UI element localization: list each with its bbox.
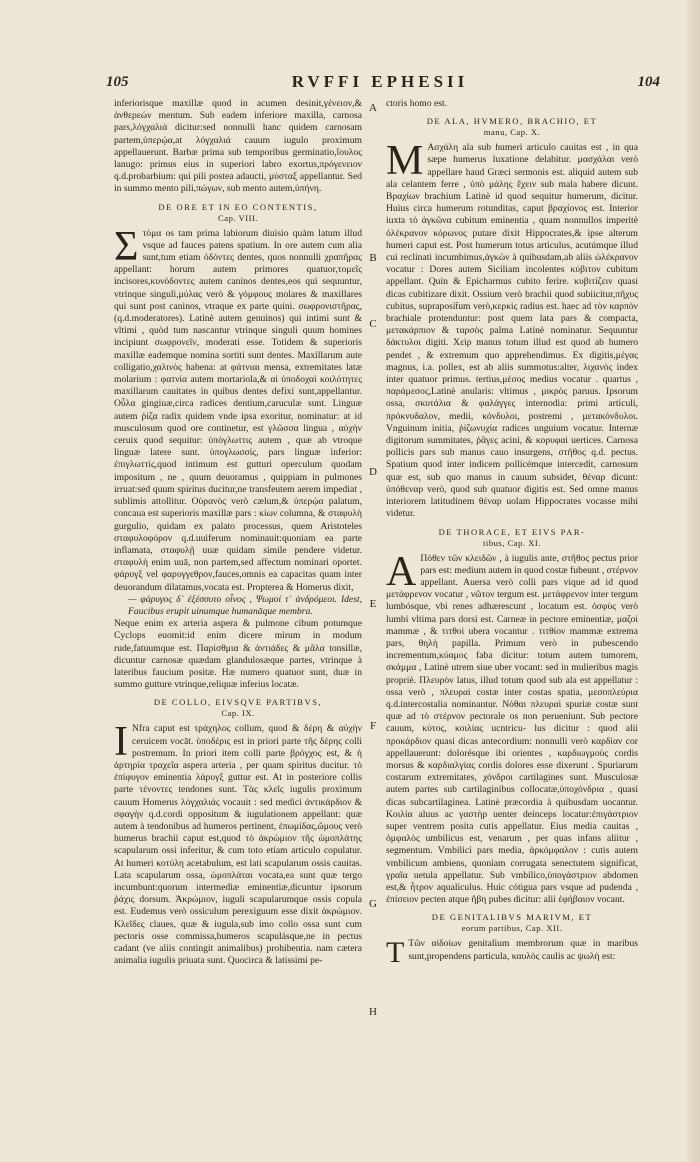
running-title: RVFFI EPHESII bbox=[291, 72, 469, 91]
chapter-12-cap: Cap. XII. bbox=[525, 923, 563, 934]
drop-cap-sigma: Σ bbox=[114, 223, 139, 270]
gutter-letter-f: F bbox=[369, 720, 377, 732]
right-column bbox=[386, 98, 638, 970]
gutter-letter-d: D bbox=[369, 466, 377, 478]
drop-cap-m: M bbox=[386, 138, 424, 185]
drop-cap-i: I bbox=[114, 719, 128, 766]
chapter-9-heading bbox=[114, 697, 362, 719]
chapter-10-title: DE ALA, HVMERO, BRACHIO, ET bbox=[426, 116, 598, 127]
left-column bbox=[114, 98, 362, 967]
right-intro-paragraph: ctoris homo est. bbox=[386, 98, 448, 109]
chapter-12-text: Τῶν αἰδοίων genitalium membrorum quæ in maribus sunt,propendens particula, καυλὸς caulis ac ψωλὴ est: bbox=[408, 938, 638, 962]
chapter-12-heading bbox=[386, 912, 638, 934]
chapter-9-cap: Cap. IX. bbox=[221, 708, 255, 719]
gutter-letter-g: G bbox=[369, 898, 377, 910]
homer-verse: — φάρυγος δ᾽ ἐξέσσυτο οἶνος , Ψωμοί τ᾽ ἀνδρόμεοι. Idest, Faucibus erupit uinumque humanāque membra. bbox=[128, 593, 362, 617]
chapter-11-title-cont: tibus, bbox=[483, 537, 505, 548]
chapter-8-text: τόμα os tam prima labiorum diuisio quàm latum illud vsque ad fauces patens spatium. In ore autem cum alia sunt,tum etiam ὀδόντες dentes, quos nonnulli χραπῆρας appellant: horum autem primores quatuor,τομεῖς incisores,κυνόδοντες autem caninos dentes,eos qui sequuntur, vtrinque singuli,μύλας verò & γόμφους molares & maxillares qui sunt post caninos, vtraque ex parte quini. σωφρονιστῆρας,(q.d.moderatores). Latinè autem genuinos) qui intimi sunt & vltimi , quòd tum nascantur vtrinque singuli quum homines incipiunt σωφρονεῖν, moderati esse. Totidem & superioris maxillæ eademque nomina sortiti sunt dentes. Maxillarum aute colligatio,χαλινὸς habena: at φάτνιαι mensa, extremitates latæ molarium : φατνία autem mortariola,& αἱ ὑποδοχαὶ κοιλότητες maxillarum cauitates in quibus dentes defixi sunt,appellantur. Οὖλα gingiuæ,circa radices dentium,caruculæ sunt. Linguæ autem ῥίζα radix quidem vnde ipsa exoritur, nominatur: at id musculosum quod ore continetur, est γλῶσσα lingua , αὐχὴν ceruix quod sequitur: ὑπόγλωττις autem , quæ ab vtroque linguæ latere sunt. ὑπογλωσσίς, pars linguæ inferior: ἐπιγλωττίς,quod intimum est gutturi operculum quodam impositum , ne , quum deuoramus , quippiam in pulmones irruat:sed quum spiritus ducitur,ne transfeutem aerem impediat , sublimis attollitur. Οὐρανὸς verò cælum,& ὑπερῴα palatum, concaua est superioris maxillæ pars : κίων columna, & σταφυλὴ gurgulio, quidam ex palato processus, quem Aristoteles σταφυλοφόρον q.d.uuiferum nominauit:quoniam ea parte inflamata, σταφυλῇ uuæ quidam simile pendere videtur. σταφυλὴ enim uuā, non partem,sed affectum nominari oportet. φάρυγξ vel φαρυγγεθρον,fauces,omnis ea capacitas quam inter deuorandum dilatamus,vocata est. Propterea & Homerus dixit, bbox=[114, 227, 362, 593]
chapter-12-paragraph bbox=[386, 936, 638, 970]
gutter-letter-h: H bbox=[369, 1006, 377, 1018]
chapter-11-heading bbox=[386, 527, 638, 549]
chapter-11-title: DE THORACE, ET EIVS PAR- bbox=[438, 526, 586, 537]
chapter-10-text: Ασχάλη ala sub humeri articulo cauitas est , in qua sæpe humerus luxatione delabitur. μασχάλαι verò appellare haud Græci sermonis est. aliquid autem sub ala celantem ferre , ὑπὸ μάλης ἔχειν sub mala habere dicunt. Βραχίων brachium Latinè id quod sequitur humerum, dicitur. Huius circa humerum rotunditas, caput βραχίονος est. Interior iuxta τὸ ἀγκῶνα cubitum eminentia , quam nonnullos imperitè ὀλέκρανον κόρωνος putare dixit Hippocrates,& ipse alterum humeri caput est. Post humerum totus articulus, acutúmque illud cui reclinati incumbimus,ἀγκὼν à quibusdam,ab aliis ὠλέκρανον vocatur : Dores autem Siciliam incolentes κύβιτον cubitum appellant. Quin & Epicharmus cubito ferire. κυβιτίζειν quasi dicas cubitizare dixit. Ossium verò brachii quod subiicitur,πῆχυς cubitus, supraposit̄um verò,κερκὶς radius est. haec ad τὸν καρπὸν brachiale protenduntur: post quem lata pars & compacta, μετακάρπιον & ταρσὸς palma Latinè nominatur. Sequuntur δάκτυλοι digiti. Χεὶρ manus totum illud est quod ab humero pendet , & extremum quo apprehendimus. Ex digitis,μέγας magnus, i.a. pollex, est ab aliis summotus:alter, λιχανὸς index inter quatuor primus. tertius,μέσος medius vocatur . quartus , παράμεσος,Latinè anularis: vltimus , μικρὸς paruus. Ipsorum ossa, σκυτάλια & φαλάγγες internodia: primi articuli, πρόκνυδαλον, medii, κόνδυλοι, postremi , μετακόνδυλοι. Vnguinum initia, ῥίζωνυχία radices unguium vocatur. Internæ digitorum summitates, ῥᾶγες acini, & κορυφαὶ uertices. Carnosa pollicis pars sub manus cauo insurgens, στῆθος q.d. pectus. Spatium quod inter indicem pollicémque intercedit, carnosum quæ est, sub quo manus in cauum subsidet, θέναρ dicunt: ὑπόθεναρ verò, quod sub quatuor digitis est. Sed omne manus interiorem latitudinem θέναρ uolam Hippocrates vocasse mihi videtur. bbox=[386, 142, 638, 520]
drop-cap-t: T bbox=[386, 936, 405, 970]
chapter-8-title: DE ORE ET IN EO CONTENTIS, bbox=[158, 201, 318, 212]
chapter-9-text: Nfra caput est τράχηλος collum, quod & δέρη & αὐχὴν ceruicem vocāt. ὑποδέρις est in priori parte τῆς δέρης colli postremum. In priori item colli parte βρόγχος est, & ἡ ἀρτηρία τραχεῖα aspera arteria , per quam spiritus ducitur. τὸ ἐπίφυγον eminentia λάρυγξ guttur est. At in posteriore collis parte τένοντες tendones sunt. Τὰς κλεῖς iugulis proximum cauum Homerus λόγχαλιάς vocauit : sed medici ἀντικάρδιον & σφαγὴν q.d.cordi oppositum & iugulationem appellant: quæ autem à tendonibus ad humeros pertinent, ἐπωμίδας,ὤμους verò humerus brachii caput est,quod τὸ ἀκρώμιον τῆς ὠμοπλάτης scapularum ossi inferitur, & cum toto etiam articulo copulatur. At humeri κοτύλη acetabulum, est lati scapularum ossis cauitas. Lata scapularum ossa, ὠμοπλάται vocata,ea sunt quæ tergo incumbunt:quorum intermediæ eminentiæ,dicuntur ipsorum ῥάχις dorsum. Ἀκρώμιον, iuguli scapularumque ossis copula est. Eudemus verò ossiculum perexiguum esse dixit ἀκρώμιον. Κλεῖδες claues, quæ & iugula,sub imo collo ossa sunt cum pectoris osse commissa,humeros scapulásque,ne in pectus cadant (ve aliis contingit animalibus) prohibentia. nam cætera animalia iugulis priuata sunt. Quocirca & latissimi pe- bbox=[114, 723, 362, 967]
gutter-letter-e: E bbox=[369, 598, 377, 610]
chapter-9-title: DE COLLO, EIVSQVE PARTIBVS, bbox=[153, 697, 323, 708]
page-header bbox=[100, 74, 660, 98]
gutter-letter-b: B bbox=[369, 252, 377, 264]
chapter-11-text: Πόθεν τῶν κλειδῶν , à iugulis ante, στῆθος pectus prior pars est: medium autem in quod costæ fubeunt , στέρνον appellant. Auersa verò colli pars vique ad id quod μετάφρενον vocatur , νῶτον tergum est. μετάφρενον inter tergum lumbósque, vbi renes adhærescunt , locatum est. ὀσφὺς verò lumbi vltima pars dorsi est. Carneæ in pectore eminentiæ, μαζοὶ mammæ , & τιτθοὶ ubera vocantur . τιτθίον mammæ extrema pars, θηλὴ papilla. Primum verò in pubescendo incrementum,κύαμος faba dicitur: totum autem tumorem, σκάμμα , Latinè utrem siue uber vocant: sed in mulieribus magis propriè. Πλευρὸν latus, illud totum quod sub ala est appellatur : ossa verò , πλευραὶ costæ inter costas spatia, μεσοπλεύρια q.d.intercostalia nominantur. Νόθαι πλευραὶ spuriæ costæ sunt quæ ad τὸ στέρνον pectorale os non perueniunt. Sub pectore cauum, κύτος, κοιλίας ucntricu- lus dicitur : quod alii προκάρδιον quasi dicas antecordium: nonnulli verò καρδίαν cor appellauerunt: dolorésque ibi orientes , καρδιωγμοὺς cordis morsus & καρδιαλγίας cordis dolores esse dixerunt . Spuriarum costarum extremitates, χόνδροι cartilagines sunt. Musculosæ autem partes sub cartilaginibus collocatæ,ὑποχόνδρια , quasi dicas subcartilaginea. Latinè præcordia à quibusdam uocantur. Κοιλία aluus ac γαστὴρ uenter deinceps locatur:ἐπιγάστριον super ventrem posita cutis appellatur. Eius media cauitas , ὀμφαλὸς umbilicus est, venarum , per quas infans aliitur , segmentum. Vmbilici pars media, ἀρκόμφαλον : cutis autem vmbilicum ambiens, quoniam corrugata senectutem significat, γραῖα uetula appellatur. Sub vmbilico,ὑπογάστριον abdomen est,& ἦτρον aqualiculus. Huic cótigua pars vsque ad pudenda , ἐπίσειον pecten atque ἥβη pubes dicitur: alii ἐφήβαιον vocant. bbox=[386, 552, 638, 906]
page-edge-shadow bbox=[686, 0, 700, 1162]
chapter-9-paragraph bbox=[114, 719, 362, 967]
drop-cap-a: A bbox=[386, 548, 417, 595]
page-number-left: 105 bbox=[106, 74, 129, 90]
chapter-8-cap: Cap. VIII. bbox=[218, 212, 258, 223]
chapter-10-paragraph bbox=[386, 138, 638, 520]
chapter-8-paragraph bbox=[114, 223, 362, 594]
left-intro-paragraph: inferiorisque maxillæ quod in acumen desinit,γένειον,& ἀνθερεών mentum. Sub eadem inferiore maxilla, carnosa pars,λόγχαλιά dicitur:sed nonnulli hanc quidem carnosam partem,ὑπερῴα,at λόγχαλιά cauum iugulo proximum appellauerunt. Barbæ prima sub temporibus germinatio,ἴουλος lanugo: primus eius in superiori labro exortus,πρόγενειον q.d.probarbium: qui pili postea adaucti, μύσταξ appellantur. Sed in summo mento pili,πώγων, sub mento autem,ὑπήνη. bbox=[114, 98, 362, 195]
gutter-letter-a: A bbox=[369, 102, 377, 114]
chapter-10-cap: Cap. X. bbox=[510, 127, 541, 138]
page-number-right: 104 bbox=[637, 74, 660, 90]
chapter-8-text-continued: Neque enim ex arteria aspera & pulmone cibum potumque Cyclops euomit:id enim dicere mirum in modum rude,fatuumque est. Παρίσθμια & ἀντιάδες & μᾶλα tonsillæ, dicuntur carnosæ quædam glandulosæque partes, vtrinque à lateribus faucium positæ. Hæ numero quatuor sunt, duæ in summo gutture vtrinque,reliquæ inferius locatæ. bbox=[114, 618, 362, 691]
gutter-letter-c: C bbox=[369, 318, 377, 330]
chapter-12-title-cont: eorum partibus, bbox=[461, 923, 524, 934]
chapter-8-heading bbox=[114, 202, 362, 224]
chapter-11-paragraph bbox=[386, 548, 638, 907]
chapter-12-title: DE GENITALIBVS MARIVM, ET bbox=[431, 912, 593, 923]
chapter-10-heading bbox=[386, 116, 638, 138]
chapter-10-title-cont: manu, bbox=[483, 127, 508, 138]
chapter-11-cap: Cap. XI. bbox=[507, 537, 541, 548]
